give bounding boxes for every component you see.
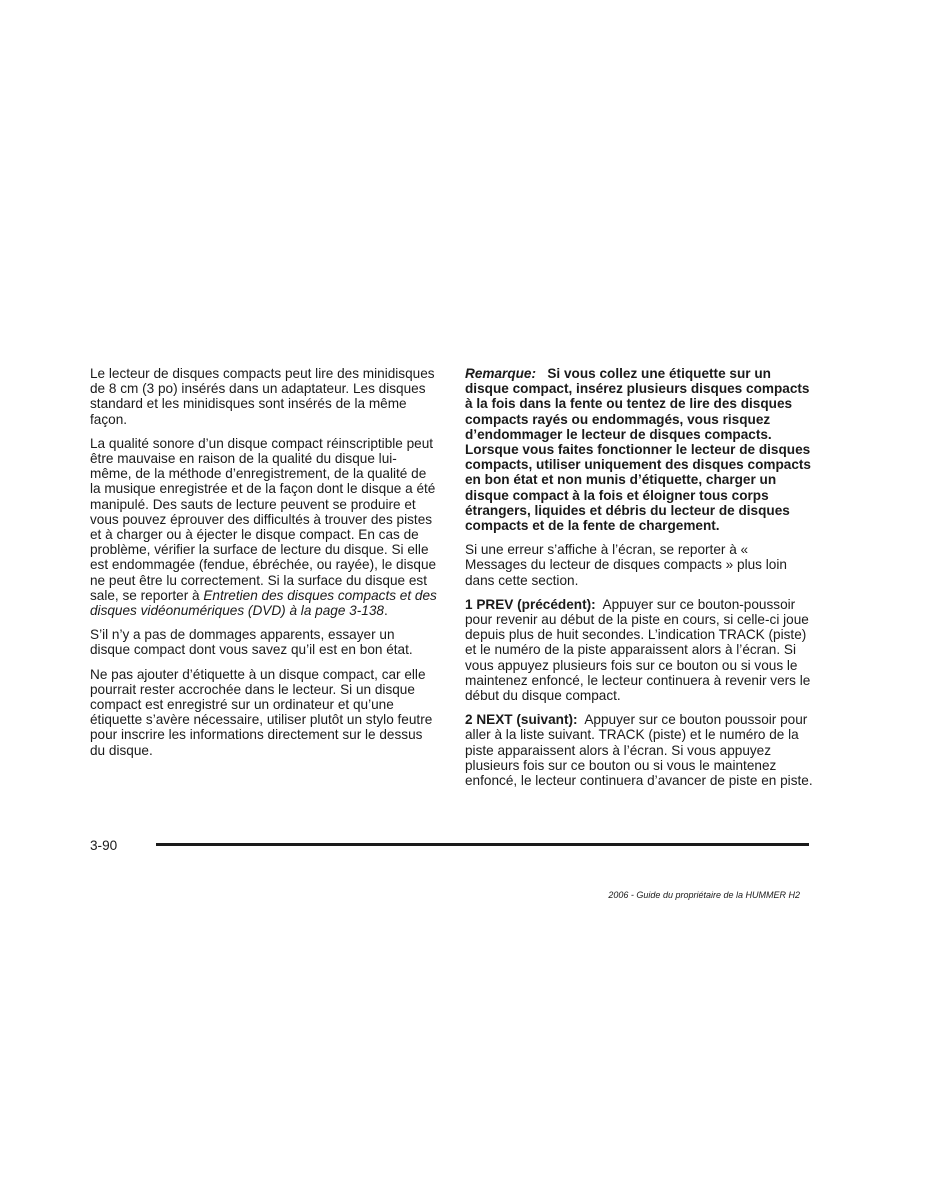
cross-reference-link: Entretien des disques compacts et des disques vidéonumériques (DVD) à la page 3-138 <box>90 587 437 619</box>
sound-quality-end: . <box>383 603 388 619</box>
footer-text: 2006 - Guide du propriétaire de la HUMMER H2 <box>608 890 800 900</box>
paragraph-prev <box>465 597 813 703</box>
left-column <box>90 366 438 767</box>
paragraph-sound-quality <box>90 436 438 618</box>
next-text: Appuyer sur ce bouton poussoir pour aller à la liste suivant. TRACK (piste) et le numéro de la piste apparaissent alors à l’écran. Si vous appuyez plusieurs fois sur ce bouton ou si vous le maintenez enfoncé, le lecteur continuera d’avancer de piste en piste. <box>465 712 813 789</box>
right-column <box>465 366 813 797</box>
notice-text: Si vous collez une étiquette sur un disque compact, insérez plusieurs disques compacts à la fois dans la fente ou tentez de lire des disques compacts rayés ou endommagés, vous risquez d’endommager le lecteur de disques compacts. Lorsque vous faites fonctionner le lecteur de disques compacts, utiliser uniquement des disques compacts en bon état et non munis d’étiquette, charger un disque compact à la fois et éloigner tous corps étrangers, liquides et débris du lecteur de disques compacts et de la fente de chargement. <box>465 366 811 534</box>
page-number: 3-90 <box>90 838 118 853</box>
paragraph-next <box>465 712 813 788</box>
paragraph-no-damage: S’il n’y a pas de dommages apparents, essayer un disque compact dont vous savez qu’il est en bon état. <box>90 627 413 658</box>
sound-quality-text: La qualité sonore d’un disque compact réinscriptible peut être mauvaise en raison de la qualité du disque lui-même, de la méthode d’enregistrement, de la qualité de la musique enregistrée et de la façon dont le disque a été manipulé. Des sauts de lecture peuvent se produire et vous pouvez éprouver des difficultés à trouver des pistes et à charger ou à éjecter le disque compact. En cas de problème, vérifier la surface de lecture du disque. Si elle est endommagée (fendue, ébréchée, ou rayée), le disque ne peut être lu correctement. Si la surface du disque est sale, se reporter à <box>90 435 437 603</box>
paragraph-minidisc: Le lecteur de disques compacts peut lire des minidisques de 8 cm (3 po) insérés dans un adaptateur. Les disques standard et les minidisques sont insérés de la même façon. <box>90 366 435 427</box>
notice-paragraph <box>465 366 813 533</box>
next-label: 2 NEXT (suivant): <box>465 712 578 728</box>
paragraph-labels: Ne pas ajouter d’étiquette à un disque compact, car elle pourrait rester accrochée dans le lecteur. Si un disque compact est enregistré sur un ordinateur et qu’une étiquette s’avère nécessaire, utiliser plutôt un stylo feutre pour inscrire les informations directement sur le dessus du disque. <box>90 666 433 758</box>
prev-text: Appuyer sur ce bouton-poussoir pour revenir au début de la piste en cours, si celle-ci joue depuis plus de huit secondes. L’indication TRACK (piste) et le numéro de la piste apparaissent alors à l’écran. Si vous appuyez plusieurs fois sur ce bouton ou si vous le maintenez enfoncé, le lecteur continuera à revenir vers le début du disque compact. <box>465 596 811 704</box>
notice-label: Remarque: <box>465 366 537 381</box>
paragraph-error: Si une erreur s’affiche à l’écran, se reporter à « Messages du lecteur de disques compacts » plus loin dans cette section. <box>465 542 787 588</box>
footer-rule <box>156 843 809 846</box>
prev-label: 1 PREV (précédent): <box>465 596 596 612</box>
